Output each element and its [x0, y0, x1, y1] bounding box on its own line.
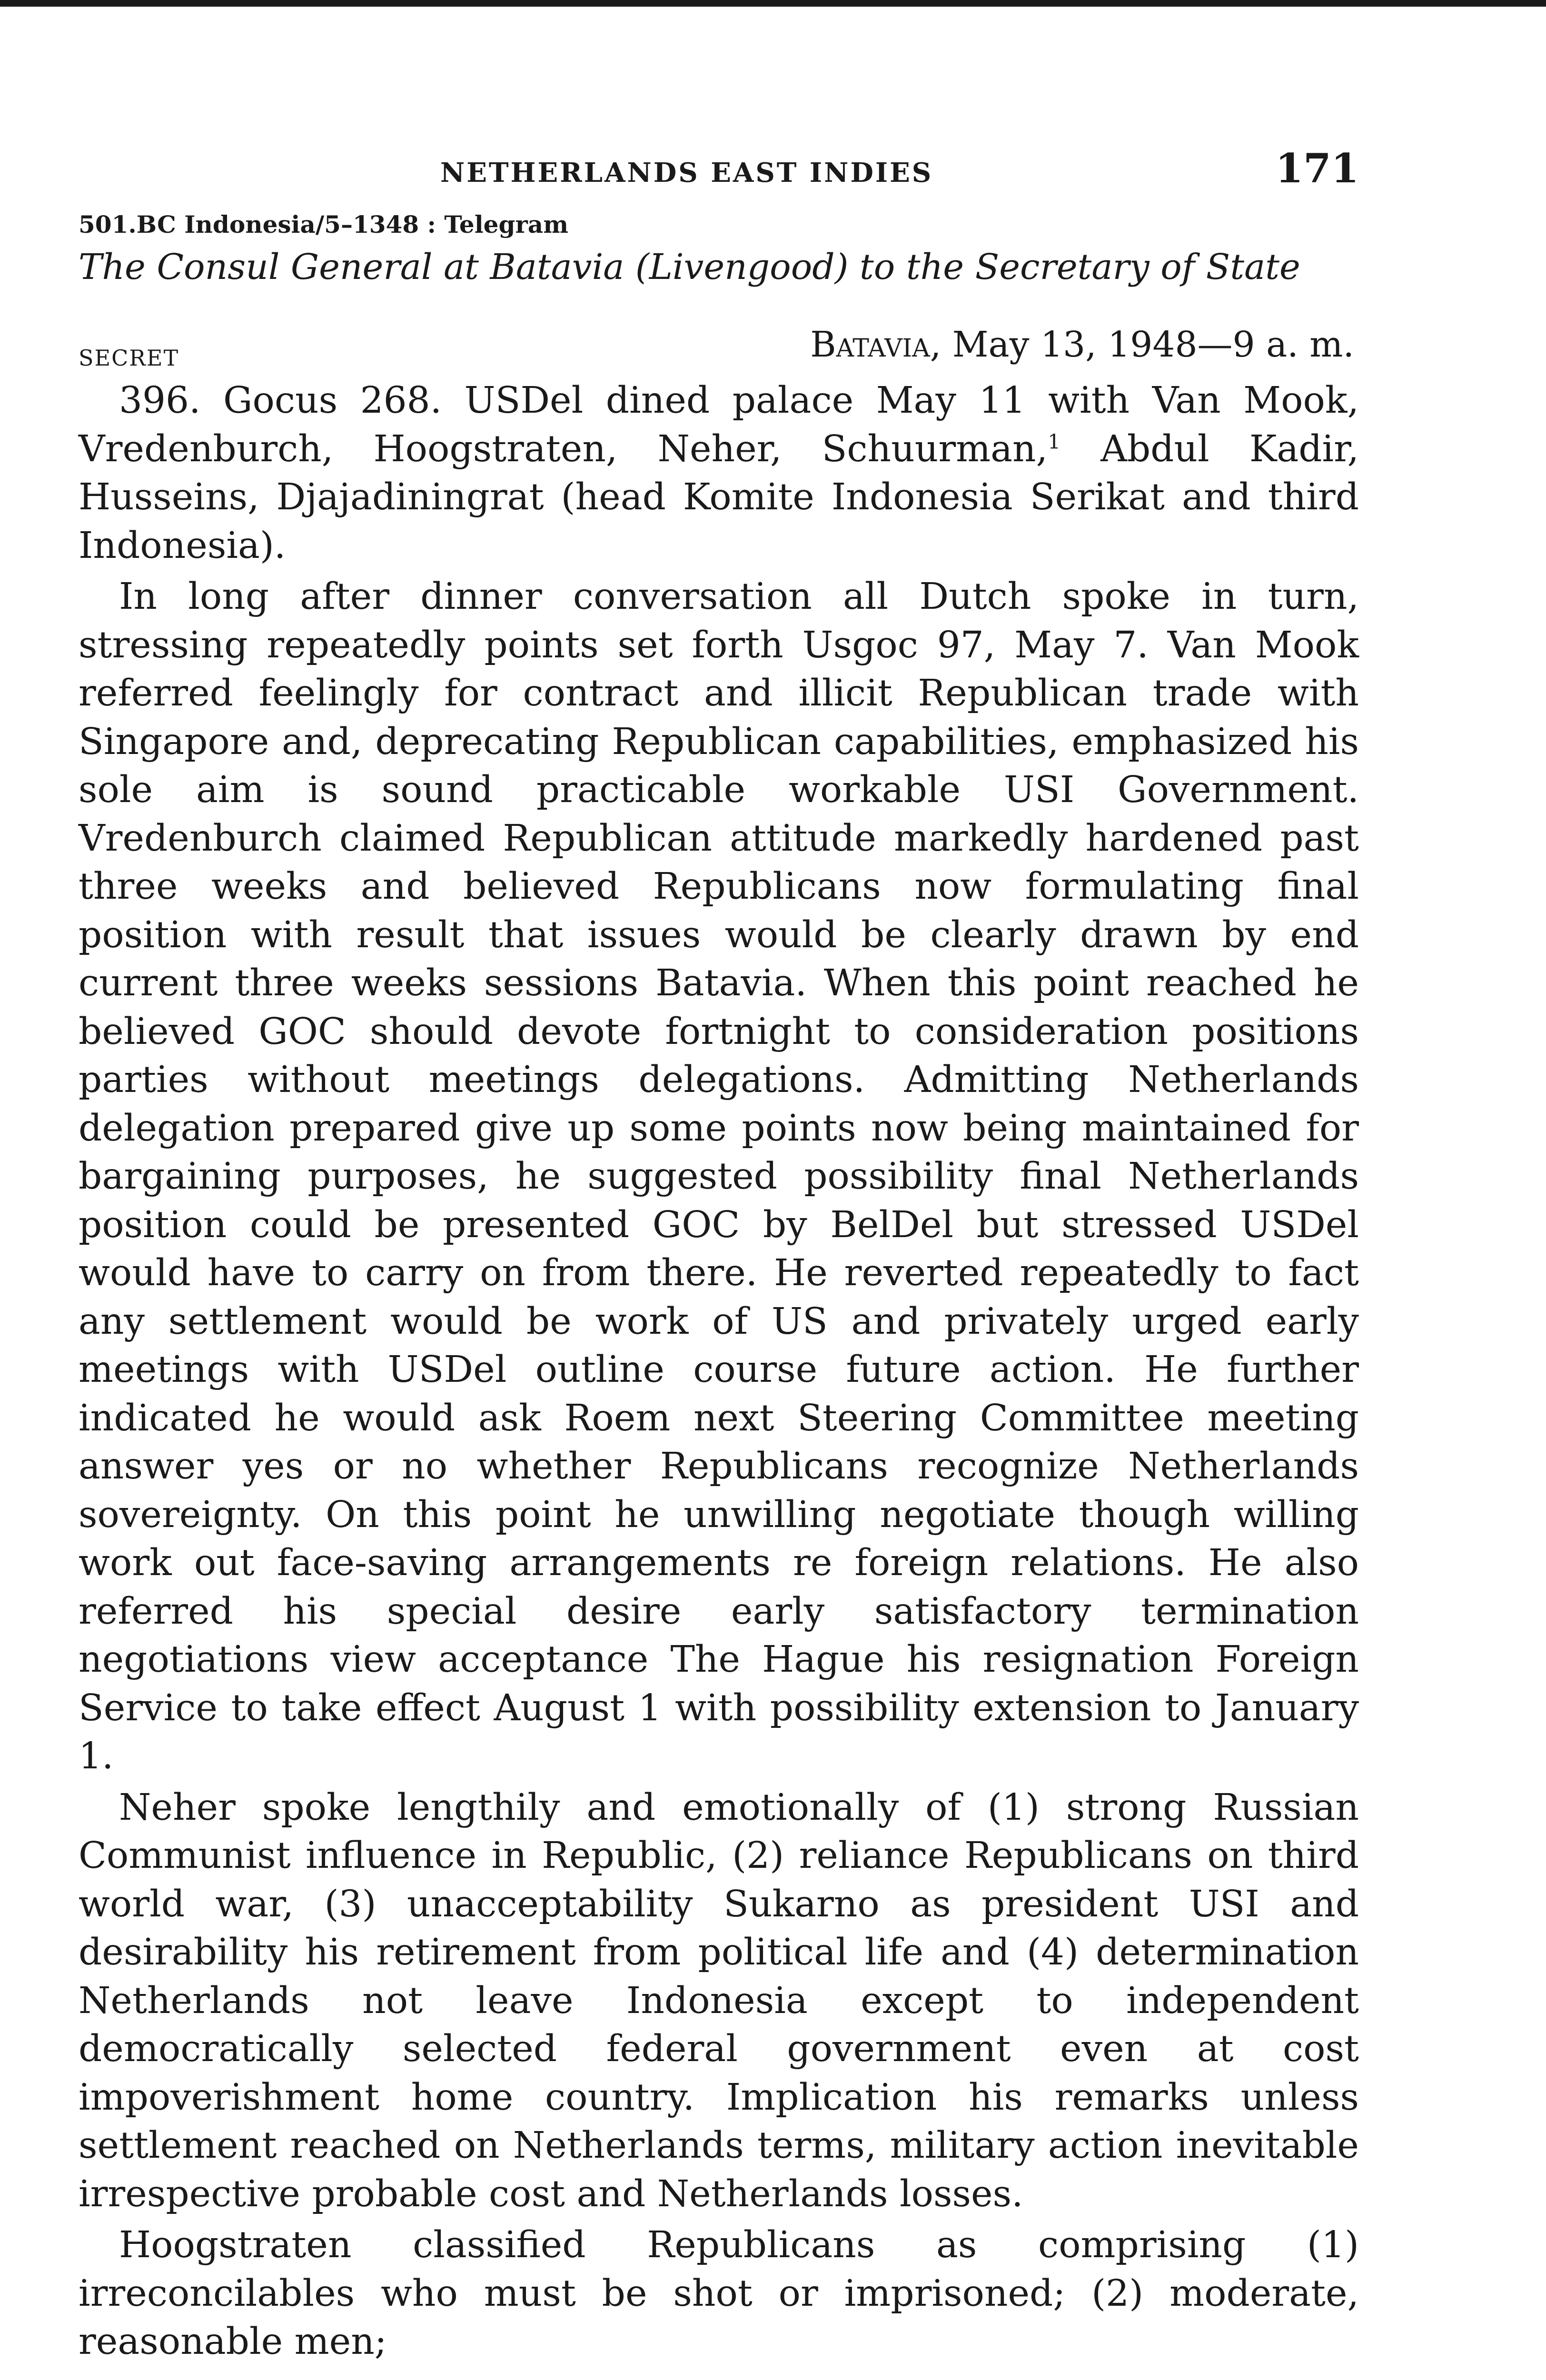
dateline-place: Batavia	[810, 324, 930, 365]
paragraph-2: In long after dinner conversation all Dutch spoke in turn, stressing repeatedly points set forth Usgoc 97, May 7. Van Mook referred feelingly for contract and illicit Republican trade with Singapore and, deprecating Republican capabilities, emphasized his sole aim is sound practicable workable USI Government. Vredenburch claimed Republican attitude markedly hardened past three weeks and believed Republicans now formulating final position with result that issues would be clearly drawn by end current three weeks sessions Batavia. When this point reached he believed GOC should devote fortnight to consideration positions parties without meetings delegations. Admitting Netherlands delegation prepared give up some points now being maintained for bargaining purposes, he suggested possibility final Netherlands position could be presented GOC by BelDel but stressed USDel would have to carry on from there. He reverted repeatedly to fact any settlement would be work of US and privately urged early meetings with USDel outline course future action. He further indicated he would ask Roem next Steering Committee meeting answer yes or no whether Republicans recognize Netherlands sovereignty. On this point he unwilling negotiate though willing work out face-saving arrangements re foreign relations. He also referred his special desire early satisfactory termination negotiations view acceptance The Hague his resignation Foreign Service to take effect August 1 with possibility extension to January 1.	[79, 575, 1359, 1777]
paragraph-4: Hoogstraten classified Republicans as comprising (1) irreconcilables who must be shot or imprisoned; (2) moderate, reasonable men;	[79, 2224, 1359, 2363]
dateline-row	[79, 324, 1359, 377]
page-number: 171	[1275, 145, 1359, 192]
document-title: The Consul General at Batavia (Livengood) to the Secretary of State	[79, 247, 1300, 288]
running-head	[79, 138, 1359, 205]
page	[79, 138, 1359, 2380]
top-border	[0, 0, 1546, 7]
telegram-body	[79, 377, 1359, 2366]
paragraph-1-after-note: Abdul Kadir, Husseins, Djajadiningrat (head Komite Indonesia Serikat and third Indonesia).	[79, 427, 1359, 567]
running-title: NETHERLANDS EAST INDIES	[440, 157, 933, 188]
footnote-reference[interactable]: 1	[1048, 429, 1061, 453]
classification-label: SECRET	[79, 345, 179, 371]
paragraph-1	[79, 377, 1359, 570]
dateline-date: , May 13, 1948—9 a. m.	[930, 324, 1354, 365]
dateline	[810, 324, 1354, 365]
paragraph-3: Neher spoke lengthily and emotionally of (1) strong Russian Communist influence in Republic, (2) reliance Republicans on third world war, (3) unacceptability Sukarno as president USI and desirability his retirement from political life and (4) determination Netherlands not leave Indonesia except to independent democratically selected federal government even at cost impoverishment home country. Implication his remarks unless settlement reached on Netherlands terms, military action inevitable irrespective probable cost and Netherlands losses.	[79, 1786, 1359, 2215]
paragraph-1-before-note: 396. Gocus 268. USDel dined palace May 11 with Van Mook, Vredenburch, Hoogstraten, Neher, Schuurman,	[79, 379, 1359, 470]
file-reference: 501.BC Indonesia/5–1348 : Telegram	[79, 210, 569, 238]
